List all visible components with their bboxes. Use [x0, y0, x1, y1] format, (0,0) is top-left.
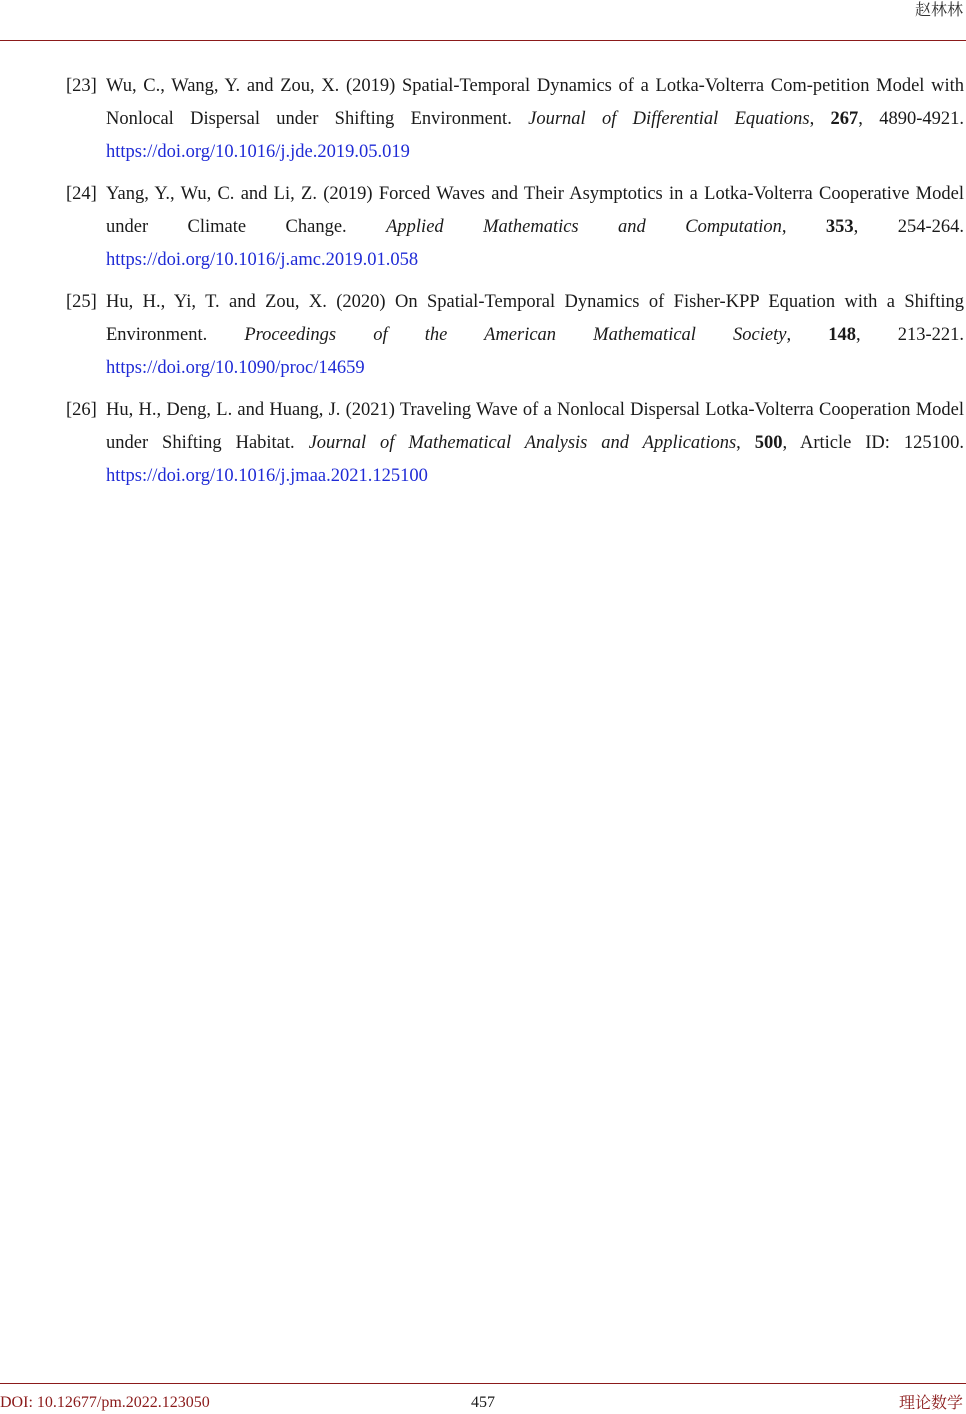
reference-doi-link[interactable]: https://doi.org/10.1016/j.jmaa.2021.125100	[106, 466, 428, 486]
reference-journal: Journal of Differential Equations	[528, 109, 810, 129]
header-author: 赵林林	[914, 0, 963, 19]
reference-doi-link[interactable]: https://doi.org/10.1090/proc/14659	[106, 358, 365, 378]
reference-volume: 500	[754, 433, 783, 453]
reference-authors-title: Wu, C., Wang, Y. and Zou, X. (2019) Spatial-Temporal Dynamics of a Lotka-Volterra Com-petition Model with Nonlocal Dispersal under Shifting Environment.	[106, 76, 964, 129]
footer-doi: DOI: 10.12677/pm.2022.123050	[0, 1394, 210, 1411]
reference-separator: ,	[786, 325, 829, 345]
reference-journal: Journal of Mathematical Analysis and Applications	[308, 433, 737, 453]
reference-volume: 148	[828, 325, 856, 345]
reference-pages: , 254-264.	[853, 217, 964, 237]
reference-authors-title: Hu, H., Deng, L. and Huang, J. (2021) Traveling Wave of a Nonlocal Dispersal Lotka-Volterra Cooperation Model under Shifting Habitat.	[106, 400, 964, 453]
footer-rule	[0, 1383, 966, 1384]
reference-authors-title: Hu, H., Yi, T. and Zou, X. (2020) On Spatial-Temporal Dynamics of Fisher-KPP Equation with a Shifting Environment.	[106, 292, 964, 345]
reference-item-23	[0, 70, 966, 169]
reference-text	[106, 70, 964, 169]
reference-pages: , 4890-4921.	[858, 109, 965, 129]
reference-authors-title: Yang, Y., Wu, C. and Li, Z. (2019) Forced Waves and Their Asymptotics in a Lotka-Volterra Cooperative Model under Climate Change.	[106, 184, 964, 237]
reference-separator: ,	[809, 109, 831, 129]
reference-pages: , Article ID: 125100.	[782, 433, 964, 453]
reference-number: [26]	[66, 400, 97, 420]
reference-item-25	[0, 286, 966, 385]
reference-item-24	[0, 178, 966, 277]
header-rule	[0, 40, 966, 41]
reference-pages: , 213-221.	[855, 325, 964, 345]
page-number: 457	[471, 1394, 495, 1411]
reference-doi-link[interactable]: https://doi.org/10.1016/j.jde.2019.05.019	[106, 142, 410, 162]
page-footer	[0, 1392, 966, 1414]
reference-journal: Applied Mathematics and Computation	[386, 217, 782, 237]
reference-separator: ,	[781, 217, 826, 237]
footer-journal-name: 理论数学	[898, 1393, 963, 1412]
reference-text	[106, 178, 964, 277]
reference-text	[106, 394, 964, 493]
reference-separator: ,	[736, 433, 755, 453]
reference-number: [25]	[66, 292, 97, 312]
reference-journal: Proceedings of the American Mathematical Society	[244, 325, 787, 345]
reference-number: [23]	[66, 76, 97, 96]
reference-item-26	[0, 394, 966, 493]
reference-text	[106, 286, 964, 385]
reference-doi-link[interactable]: https://doi.org/10.1016/j.amc.2019.01.058	[106, 250, 419, 270]
reference-list	[0, 70, 966, 502]
reference-volume: 267	[830, 109, 859, 129]
reference-number: [24]	[66, 184, 97, 204]
reference-volume: 353	[825, 217, 854, 237]
